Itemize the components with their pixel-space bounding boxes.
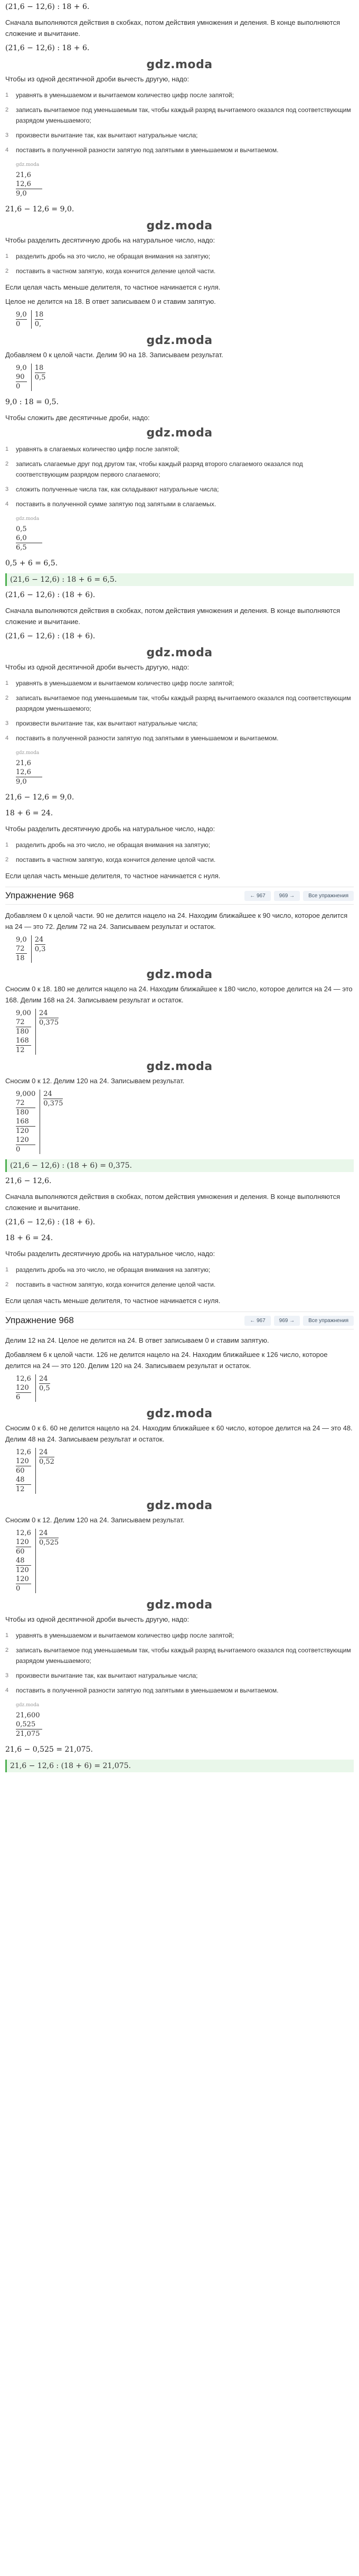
step-text: поставить в полученной разности запятую под запятыми в уменьшаемом и вычитаемом. — [16, 734, 279, 742]
prev-exercise-button[interactable]: ← 967 — [244, 1316, 270, 1326]
rule-step — [5, 1262, 354, 1277]
column-arithmetic — [16, 515, 354, 552]
rule-steps — [5, 249, 354, 278]
step-text: поставить в частном запятую, когда кончится деление целой части. — [16, 267, 216, 275]
rule-step — [5, 731, 354, 746]
watermark-small: gdz.moda — [16, 1703, 40, 1708]
division-step: 120 — [16, 1127, 29, 1135]
division-step: 180 — [16, 1109, 29, 1117]
step-text: записать вычитаемое под уменьшаемым так, чтобы каждый разряд вычитаемого оказался под соответствующим разрядом уменьшаемого; — [16, 694, 351, 712]
watermark-small: gdz.moda — [16, 162, 40, 168]
step-number: 1 — [5, 1267, 9, 1273]
quotient: 0,52 — [39, 1458, 54, 1466]
division-dividend-column — [16, 1374, 35, 1402]
watermark: gdz.moda — [146, 426, 213, 440]
rule-step — [5, 691, 354, 716]
step-text: уравнять в слагаемых количество цифр после запятой; — [16, 445, 180, 453]
math-expression: 18 + 6 = 24. — [5, 1234, 53, 1242]
step-text: разделить дробь на это число, не обращая внимания на запятую; — [16, 253, 211, 260]
divisor: 18 — [34, 311, 44, 319]
division-dividend-column — [16, 1090, 40, 1154]
next-exercise-button[interactable]: 969 → — [274, 1316, 300, 1326]
rule-step — [5, 1683, 354, 1698]
rule-step — [5, 88, 354, 103]
divisor: 24 — [39, 1375, 48, 1383]
math-expression: (21,6 − 12,6) : (18 + 6). — [5, 591, 96, 599]
step-number: 3 — [5, 132, 9, 138]
paragraph: Если целая часть меньше делителя, то частное начинается с нуля. — [5, 872, 221, 880]
math-expression: (21,6 − 12,6) : 18 + 6. — [5, 44, 90, 52]
math-expression: (21,6 − 12,6) : 18 + 6. — [5, 3, 90, 11]
arith-row — [16, 759, 354, 768]
long-division — [16, 1090, 354, 1154]
paragraph: Сначала выполняются действия в скобках, потом действия умножения и деления. В конце выполняются сложение и вычитание. — [5, 1193, 340, 1212]
paragraph: Чтобы разделить десятичную дробь на натуральное число, надо: — [5, 825, 215, 833]
all-exercises-button[interactable]: Все упражнения — [303, 1316, 354, 1326]
step-number: 4 — [5, 147, 9, 153]
step-number: 2 — [5, 268, 9, 274]
divisor: 24 — [39, 1009, 48, 1017]
math-expression: 0,5 + 6 = 6,5. — [5, 559, 58, 568]
long-division — [16, 1374, 354, 1402]
rule-step — [5, 1668, 354, 1683]
step-text: записать слагаемые друг под другом так, чтобы каждый разряд второго слагаемого оказался под соответствующим разрядом первого слагаемого; — [16, 460, 303, 478]
arith-value: 9,0 — [16, 190, 27, 198]
division-step: 60 — [16, 1467, 25, 1475]
step-text: уравнять в уменьшаемом и вычитаемом количество цифр после запятой; — [16, 680, 234, 687]
column-arithmetic — [16, 1701, 354, 1738]
quotient: 0,375 — [43, 1100, 63, 1108]
long-division — [16, 364, 354, 391]
division-dividend-column — [16, 1448, 35, 1494]
watermark: gdz.moda — [146, 219, 213, 233]
rule-step — [5, 457, 354, 482]
step-text: разделить дробь на это число, не обращая внимания на запятую; — [16, 841, 211, 849]
division-step: 0 — [16, 1146, 21, 1154]
division-divisor-column — [35, 1009, 59, 1055]
division-dividend-column — [16, 1009, 35, 1055]
quotient: 0, — [35, 319, 44, 329]
division-step: 90 — [16, 373, 27, 382]
division-step: 120 — [16, 1566, 29, 1574]
step-text: поставить в полученной разности запятую под запятыми в уменьшаемом и вычитаемом. — [16, 146, 279, 154]
arith-row — [16, 189, 42, 198]
division-divisor-column — [35, 1529, 59, 1593]
division-dividend-column — [16, 1529, 35, 1593]
step-number: 2 — [5, 1281, 9, 1288]
paragraph: Добавляем 0 к целой части. Делим 90 на 18. Записываем результат. — [5, 351, 223, 359]
paragraph: Сносим 0 к 12. Делим 120 на 24. Записываем результат. — [5, 1516, 185, 1524]
step-number: 4 — [5, 1687, 9, 1694]
paragraph: Целое не делится на 18. В ответ записываем 0 и ставим запятую. — [5, 297, 216, 305]
division-dividend-column — [16, 935, 31, 963]
quotient: 0,5 — [39, 1384, 50, 1392]
division-step: 72 — [16, 944, 27, 954]
division-step: 168 — [16, 1036, 31, 1046]
rule-steps — [5, 88, 354, 157]
exercise-title: Упражнение 968 — [5, 890, 74, 900]
step-text: уравнять в уменьшаемом и вычитаемом количество цифр после запятой; — [16, 1632, 234, 1639]
division-step: 0 — [16, 383, 21, 390]
division-divisor-column — [40, 1090, 63, 1154]
rule-steps — [5, 442, 354, 512]
paragraph: Сносим 0 к 6. 60 не делится нацело на 24. Находим ближайшее к 60 число, которое делится на 24 — это 48. Делим 48 на 24. Записываем результат и остаток. — [5, 1424, 353, 1443]
division-step: 12,6 — [16, 1529, 31, 1537]
paragraph: Чтобы из одной десятичной дроби вычесть другую, надо: — [5, 75, 190, 83]
rule-step — [5, 143, 354, 157]
step-text: поставить в полученной разности запятую под запятыми в уменьшаемом и вычитаемом. — [16, 1687, 279, 1694]
exercise-title: Упражнение 968 — [5, 1315, 74, 1325]
quotient: 0,3 — [34, 945, 46, 953]
paragraph: Добавляем 0 к целой части. 90 не делится нацело на 24. Находим ближайшее к 90 число, которое делится на 24 — это 72. Делим 72 на 24. Записываем результат и остаток. — [5, 912, 348, 931]
arith-value: 9,0 — [16, 778, 27, 786]
rule-steps — [5, 1628, 354, 1698]
division-step: 12 — [16, 1485, 25, 1493]
exercise-header — [5, 1312, 354, 1329]
rule-step — [5, 1643, 354, 1668]
rule-step — [5, 482, 354, 497]
watermark-small: gdz.moda — [16, 516, 40, 522]
rule-step — [5, 676, 354, 691]
step-number: 1 — [5, 92, 9, 98]
rule-step — [5, 103, 354, 128]
math-expression: (21,6 − 12,6) : (18 + 6). — [5, 632, 96, 640]
watermark-small: gdz.moda — [16, 750, 40, 756]
exercise-header — [5, 887, 354, 905]
arith-value: 21,600 — [16, 1712, 40, 1719]
step-number: 1 — [5, 446, 9, 452]
quotient: 0,5 — [34, 374, 46, 382]
rule-step — [5, 249, 354, 264]
division-step: 6 — [16, 1393, 21, 1401]
math-expression: 21,6 − 12,6 = 9,0. — [5, 205, 74, 213]
division-step: 120 — [16, 1457, 31, 1466]
division-step: 120 — [16, 1383, 31, 1393]
division-divisor-column — [31, 364, 46, 391]
step-number: 2 — [5, 857, 9, 863]
division-step: 12,6 — [16, 1448, 31, 1456]
division-step: 9,000 — [16, 1090, 36, 1098]
arith-row — [16, 180, 354, 189]
arith-value: 21,075 — [16, 1730, 40, 1738]
arith-value: 0,5 — [16, 525, 27, 533]
long-division — [16, 310, 354, 329]
rule-steps — [5, 838, 354, 867]
step-text: поставить в частном запятую, когда кончится деление целой части. — [16, 1281, 216, 1288]
answer-highlight: 21,6 − 12,6 : (18 + 6) = 21,075. — [5, 1760, 354, 1772]
paragraph: Чтобы из одной десятичной дроби вычесть другую, надо: — [5, 1615, 190, 1623]
division-step: 0 — [16, 1585, 21, 1593]
math-expression: 18 + 6 = 24. — [5, 809, 53, 817]
step-number: 1 — [5, 842, 9, 848]
step-number: 2 — [5, 1647, 9, 1653]
paragraph: Чтобы сложить две десятичные дроби, надо: — [5, 414, 150, 422]
math-expression: (21,6 − 12,6) : (18 + 6). — [5, 1218, 96, 1226]
rule-step — [5, 442, 354, 457]
division-dividend-column — [16, 364, 31, 391]
division-step: 9,0 — [16, 311, 27, 319]
division-step: 0 — [16, 320, 21, 328]
step-text: записать вычитаемое под уменьшаемым так, чтобы каждый разряд вычитаемого оказался под соответствующим разрядом уменьшаемого; — [16, 106, 351, 124]
division-step: 48 — [16, 1556, 31, 1566]
division-step: 12 — [16, 1046, 25, 1054]
paragraph: Если целая часть меньше делителя, то частное начинается с нуля. — [5, 283, 221, 291]
division-dividend-column — [16, 310, 31, 329]
next-exercise-button[interactable]: 969 → — [274, 891, 300, 901]
rule-steps — [5, 676, 354, 746]
division-step: 120 — [16, 1136, 35, 1145]
rule-step — [5, 1277, 354, 1292]
division-divisor-column — [31, 935, 46, 963]
step-text: разделить дробь на это число, не обращая внимания на запятую; — [16, 1266, 211, 1273]
division-step: 120 — [16, 1538, 31, 1547]
rule-step — [5, 852, 354, 867]
paragraph: Чтобы разделить десятичную дробь на натуральное число, надо: — [5, 236, 215, 244]
rule-steps — [5, 1262, 354, 1292]
division-step: 18 — [16, 954, 25, 962]
arith-row — [16, 543, 42, 552]
arith-value: 6,0 — [16, 534, 27, 542]
paragraph: Сносим 0 к 12. Делим 120 на 24. Записываем результат. — [5, 1077, 185, 1085]
division-divisor-column — [31, 310, 44, 329]
watermark: gdz.moda — [146, 1499, 213, 1512]
paragraph: Сначала выполняются действия в скобках, потом действия умножения и деления. В конце выполняются сложение и вычитание. — [5, 607, 340, 626]
quotient: 0,375 — [39, 1019, 59, 1027]
arith-value: 21,6 — [16, 171, 31, 179]
math-expression: 21,6 − 0,525 = 21,075. — [5, 1745, 93, 1754]
column-arithmetic — [16, 161, 354, 198]
division-divisor-column — [35, 1374, 50, 1402]
step-number: 3 — [5, 720, 9, 727]
step-text: записать вычитаемое под уменьшаемым так, чтобы каждый разряд вычитаемого оказался под соответствующим разрядом уменьшаемого; — [16, 1647, 351, 1664]
arith-row — [16, 777, 42, 786]
solution-page — [0, 1, 359, 1772]
division-step: 9,0 — [16, 364, 27, 372]
quotient: 0,525 — [39, 1539, 59, 1547]
step-number: 1 — [5, 1632, 9, 1639]
division-step: 180 — [16, 1028, 29, 1036]
math-expression: 21,6 − 12,6 = 9,0. — [5, 793, 74, 802]
math-expression: 21,6 − 12,6. — [5, 1177, 52, 1185]
long-division — [16, 1529, 354, 1593]
step-text: сложить полученные числа так, как складывают натуральные числа; — [16, 486, 219, 493]
paragraph: Чтобы разделить десятичную дробь на натуральное число, надо: — [5, 1250, 215, 1258]
rule-step — [5, 1628, 354, 1643]
arith-row — [16, 534, 354, 543]
divisor: 24 — [43, 1090, 52, 1098]
step-text: поставить в полученной сумме запятую под запятыми в слагаемых. — [16, 500, 216, 508]
rule-step — [5, 264, 354, 278]
step-number: 3 — [5, 486, 9, 492]
step-text: произвести вычитание так, как вычитают натуральные числа; — [16, 720, 198, 727]
arith-row — [16, 525, 354, 534]
division-step: 120 — [16, 1575, 31, 1584]
watermark: gdz.moda — [146, 58, 213, 71]
rule-step — [5, 838, 354, 852]
step-number: 2 — [5, 107, 9, 113]
arith-row — [16, 1729, 42, 1738]
arith-value: 21,6 — [16, 759, 31, 767]
step-number: 1 — [5, 680, 9, 686]
answer-highlight: (21,6 − 12,6) : (18 + 6) = 0,375. — [5, 1159, 354, 1172]
watermark: gdz.moda — [146, 968, 213, 981]
step-text: уравнять в уменьшаемом и вычитаемом количество цифр после запятой; — [16, 91, 234, 99]
step-number: 4 — [5, 735, 9, 741]
paragraph: Делим 12 на 24. Целое не делится на 24. В ответ записываем 0 и ставим запятую. — [5, 1336, 269, 1344]
division-step: 12,6 — [16, 1375, 31, 1383]
step-text: произвести вычитание так, как вычитают натуральные числа; — [16, 1672, 198, 1679]
rule-step — [5, 128, 354, 143]
arith-row — [16, 768, 354, 777]
step-text: произвести вычитание так, как вычитают натуральные числа; — [16, 132, 198, 139]
step-number: 3 — [5, 1672, 9, 1679]
division-step: 48 — [16, 1475, 31, 1485]
division-step: 9,00 — [16, 1009, 31, 1017]
math-expression: 9,0 : 18 = 0,5. — [5, 398, 59, 406]
watermark: gdz.moda — [146, 646, 213, 659]
step-number: 2 — [5, 461, 9, 467]
long-division — [16, 1009, 354, 1055]
long-division — [16, 1448, 354, 1494]
watermark: gdz.moda — [146, 1407, 213, 1420]
step-number: 4 — [5, 501, 9, 507]
division-step: 72 — [16, 1018, 31, 1027]
paragraph: Добавляем 6 к целой части. 126 не делится нацело на 24. Находим ближайшее к 126 число, которое делится на 24 — это 120. Делим 120 на 24. Записываем результат и остаток. — [5, 1351, 328, 1370]
division-step: 72 — [16, 1099, 35, 1108]
all-exercises-button[interactable]: Все упражнения — [303, 891, 354, 901]
division-divisor-column — [35, 1448, 54, 1494]
divisor: 24 — [34, 936, 44, 944]
paragraph: Сносим 0 к 18. 180 не делится нацело на 24. Находим ближайшее к 180 число, которое делится на 24 — это 168. Делим 168 на 24. Записываем результат и остаток. — [5, 985, 353, 1004]
divisor: 24 — [39, 1529, 48, 1537]
divisor: 24 — [39, 1448, 48, 1456]
watermark: gdz.moda — [146, 334, 213, 347]
step-number: 2 — [5, 695, 9, 701]
step-number: 1 — [5, 253, 9, 259]
answer-highlight: (21,6 − 12,6) : 18 + 6 = 6,5. — [5, 573, 354, 586]
paragraph: Сначала выполняются действия в скобках, потом действия умножения и деления. В конце выполняются сложение и вычитание. — [5, 18, 340, 38]
divisor: 18 — [34, 364, 44, 372]
arith-row — [16, 171, 354, 180]
watermark: gdz.moda — [146, 1598, 213, 1612]
watermark: gdz.moda — [146, 1060, 213, 1073]
arith-value: 0,525 — [16, 1721, 36, 1728]
division-step: 60 — [16, 1548, 25, 1556]
rule-step — [5, 716, 354, 731]
division-step: 168 — [16, 1117, 35, 1127]
arith-value: 12,6 — [16, 180, 31, 188]
rule-step — [5, 497, 354, 512]
paragraph: Если целая часть меньше делителя, то частное начинается с нуля. — [5, 1297, 221, 1305]
division-step: 9,0 — [16, 936, 27, 944]
paragraph: Чтобы из одной десятичной дроби вычесть другую, надо: — [5, 663, 190, 671]
arith-value: 12,6 — [16, 768, 31, 776]
prev-exercise-button[interactable]: ← 967 — [244, 891, 270, 901]
arith-value: 6,5 — [16, 544, 27, 552]
step-text: поставить в частном запятую, когда кончится деление целой части. — [16, 856, 216, 863]
column-arithmetic — [16, 749, 354, 786]
arith-row — [16, 1720, 354, 1729]
arith-row — [16, 1711, 354, 1720]
long-division — [16, 935, 354, 963]
